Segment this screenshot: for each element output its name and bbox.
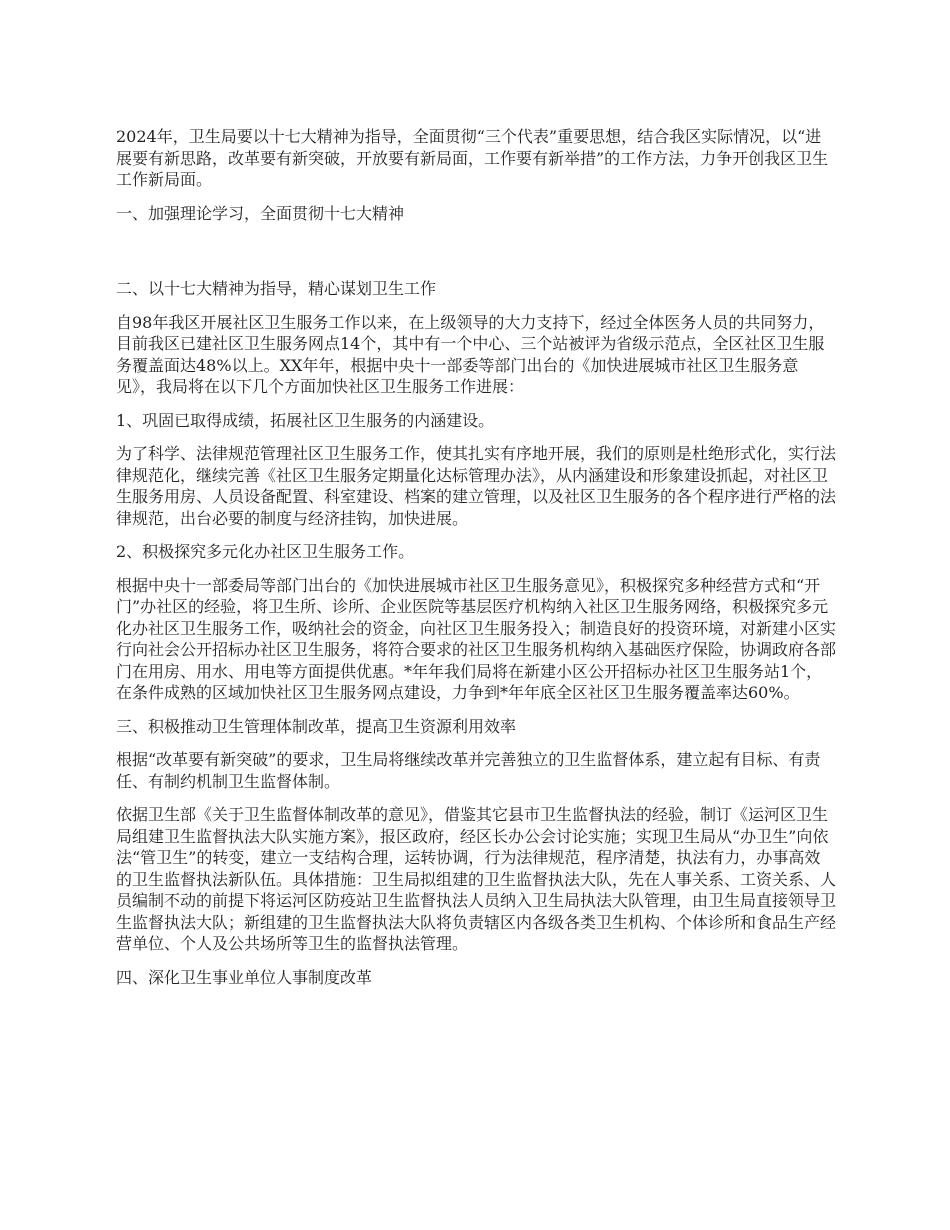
intro-paragraph: 2024年，卫生局要以十七大精神为指导，全面贯彻“三个代表”重要思想，结合我区实际情况，以“进展要有新思路，改革要有新突破，开放要有新局面，工作要有新举措”的工作方法，力争开创我区卫生工作新局面。: [116, 127, 829, 189]
subheading-diversify: 2、积极探究多元化办社区卫生服务工作。: [116, 542, 415, 561]
section-heading-2: 二、以十七大精神为指导，精心谋划卫生工作: [116, 279, 437, 298]
supervision-reform-paragraph: 依据卫生部《关于卫生监督体制改革的意见》，借鉴其它县市卫生监督执法的经验，制订《运河区卫生局组建卫生监督执法大队实施方案》，报区政府，经区长办公会讨论实施；实现卫生局从“办卫生”向依法“管卫生”的转变，建立一支结构合理，运转协调，行为法律规范，程序清楚，执法有力，办事高效的卫生监督执法新队伍。具体措施：卫生局拟组建的卫生监督执法大队，先在人事关系、工资关系、人员编制不动的前提下将运河区防疫站卫生监督执法人员纳入卫生局执法大队管理，由卫生局直接领导卫生监督执法大队；新组建的卫生监督执法大队将负责辖区内各级各类卫生机构、个体诊所和食品生产经营单位、个人及公共场所等卫生的监督执法管理。: [116, 805, 837, 953]
reform-requirement-paragraph: 根据“改革要有新突破”的要求，卫生局将继续改革并完善独立的卫生监督体系，建立起有目标、有责任、有制约机制卫生监督体制。: [116, 750, 821, 791]
section-heading-3: 三、积极推动卫生管理体制改革，提高卫生资源利用效率: [116, 716, 517, 736]
section-heading-4: 四、深化卫生事业单位人事制度改革: [116, 967, 373, 987]
diversification-paragraph: 根据中央十一部委局等部门出台的《加快进展城市社区卫生服务意见》，积极探究多种经营方式和“开门”办社区的经验，将卫生所、诊所、企业医院等基层医疗机构纳入社区卫生服务网络，积极探究多元化办社区卫生服务工作，吸纳社会的资金，向社区卫生服务投入；制造良好的投资环境，对新建小区实行向社会公开招标办社区卫生服务，将符合要求的社区卫生服务机构纳入基础医疗保险，协调政府各部门在用房、用水、用电等方面提供优惠。*年年我们局将在新建小区公开招标办社区卫生服务站1个，在条件成熟的区域加快社区卫生服务网点建设，力争到*年年底全区社区卫生服务覆盖率达60%。: [116, 575, 837, 702]
community-health-paragraph: 自98年我区开展社区卫生服务工作以来，在上级领导的大力支持下，经过全体医务人员的共同努力，目前我区已建社区卫生服务网点14个，其中有一个中心、三个站被评为省级示范点，全区社区卫生服务覆盖面达48%以上。XX年年，根据中央十一部委等部门出台的《加快进展城市社区卫生服务意见》，我局将在以下几个方面加快社区卫生服务工作进展：: [116, 312, 825, 396]
subheading-consolidate: 1、巩固已取得成绩，拓展社区卫生服务的内涵建设。: [116, 410, 495, 430]
standardization-paragraph: 为了科学、法律规范管理社区卫生服务工作，使其扎实有序地开展，我们的原则是杜绝形式化，实行法律规范化，继续完善《社区卫生服务定期量化达标管理办法》，从内涵建设和形象建设抓起，对社区卫生服务用房、人员设备配置、科室建设、档案的建立管理，以及社区卫生服务的各个程序进行严格的法律规范，出台必要的制度与经济挂钩，加快进展。: [116, 444, 837, 528]
section-heading-1: 一、加强理论学习，全面贯彻十七大精神: [116, 203, 405, 223]
document-page: [116, 126, 836, 1000]
